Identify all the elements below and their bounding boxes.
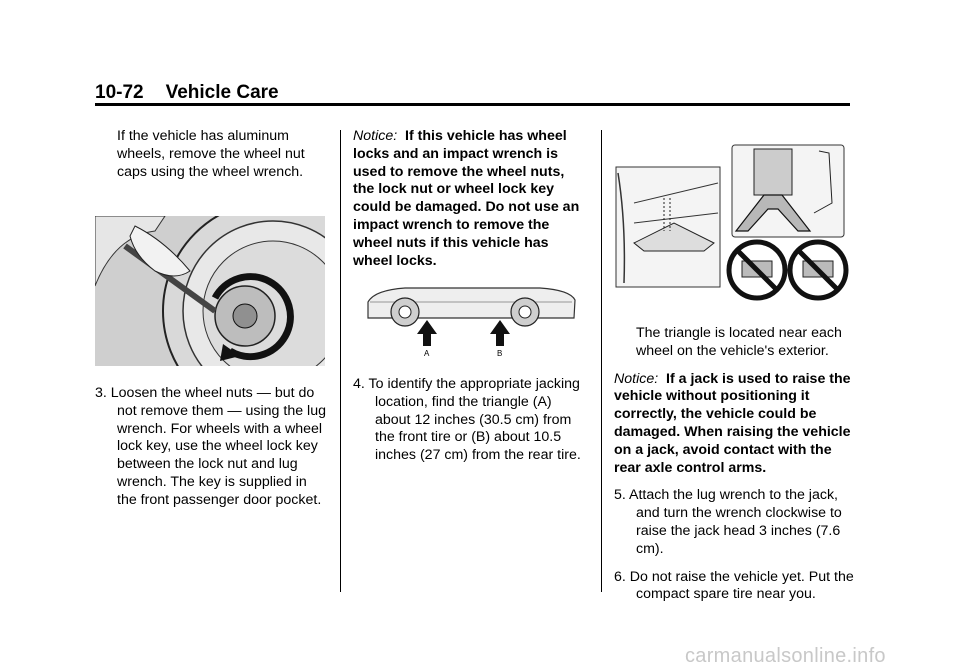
step-6: 6. Do not raise the vehicle yet. Put the compact spare tire near you.: [614, 568, 854, 603]
wheel-nut-cap-illustration: [95, 216, 325, 366]
notice-label-2: Notice:: [614, 370, 659, 387]
jack-position-illustration: [614, 143, 852, 303]
column-2-lower: [353, 376, 588, 475]
label-a: A: [424, 349, 430, 358]
vehicle-jacking-locations-illustration: [360, 282, 580, 362]
notice-text: If this vehicle has wheel locks and an impact wrench is used to remove the wheel nuts, the lock nut or wheel lock key could be damaged. Do not use an impact wrench to remove the wheel nuts if this vehicle has wheel locks.: [353, 128, 580, 269]
column-2: [353, 128, 588, 280]
header-rule: [95, 103, 850, 106]
aluminum-wheels-paragraph: If the vehicle has aluminum wheels, remove the wheel nut caps using the wheel wrench.: [117, 128, 305, 180]
notice-text-2: If a jack is used to raise the vehicle without positioning it correctly, the vehicle could be damaged. When raising the vehicle on a jack, avoid contact with the rear axle control arms.: [614, 370, 851, 476]
section-title: Vehicle Care: [165, 82, 279, 103]
watermark: carmanualsonline.info: [685, 645, 886, 667]
page-header: [95, 82, 279, 104]
step-3: 3. Loosen the wheel nuts — but do not remove them — using the lug wrench. For wheels with a wheel lock key, use the wheel lock key between the lock nut and lug wrench. The key is supplied in the front passenger door pocket.: [95, 385, 326, 508]
column-1: [95, 128, 330, 191]
step-5: 5. Attach the lug wrench to the jack, and turn the wrench clockwise to raise the jack head 3 inches (7.6 cm).: [614, 487, 842, 557]
triangle-caption: The triangle is located near each wheel on the vehicle's exterior.: [636, 325, 842, 359]
notice-label: Notice:: [353, 128, 398, 144]
wheel-lock-notice: [353, 128, 588, 270]
page-number: 10-72: [95, 82, 144, 103]
jack-notice: [614, 371, 854, 478]
column-divider-2: [601, 130, 602, 592]
label-b: B: [497, 349, 503, 358]
step-4: 4. To identify the appropriate jacking location, find the triangle (A) about 12 inches (30.5 cm) from the front tire or (B) about 10.5 inches (27 cm) from the rear tire.: [353, 376, 581, 464]
column-3: [614, 325, 854, 614]
column-divider-1: [340, 130, 341, 592]
column-1-lower: [95, 385, 330, 520]
